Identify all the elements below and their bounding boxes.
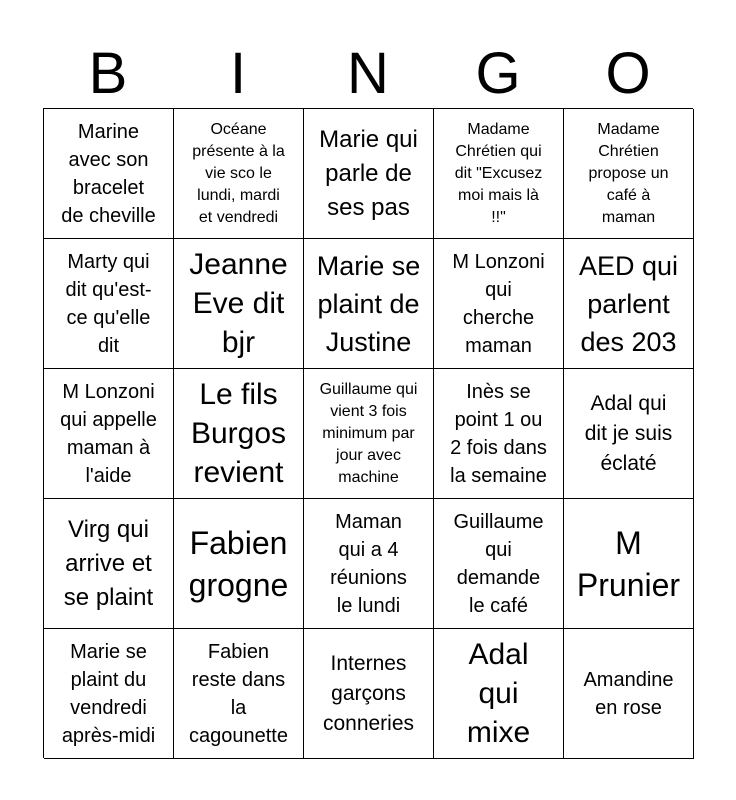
- bingo-cell[interactable]: [434, 109, 564, 239]
- bingo-cell[interactable]: [564, 499, 694, 629]
- header-letter-b: B: [88, 41, 128, 106]
- cell-text: Adal qui dit je suis éclaté: [584, 391, 673, 475]
- bingo-cell[interactable]: [44, 239, 174, 369]
- bingo-cell[interactable]: [44, 109, 174, 239]
- cell-text: M Prunier: [576, 524, 681, 603]
- bingo-cell[interactable]: [44, 369, 174, 499]
- bingo-cell[interactable]: [174, 239, 304, 369]
- bingo-cell[interactable]: [304, 369, 434, 499]
- cell-text: M Lonzoni qui appelle maman à l'aide: [60, 380, 157, 487]
- cell-text: Maman qui a 4 réunions le lundi: [330, 510, 407, 617]
- bingo-cell[interactable]: [434, 629, 564, 759]
- header-letter-o: O: [605, 41, 651, 106]
- bingo-cell[interactable]: [304, 499, 434, 629]
- cell-text: Fabien reste dans la cagounette: [189, 640, 288, 747]
- cell-text: Guillaume qui demande le café: [453, 510, 544, 617]
- bingo-cell[interactable]: [44, 499, 174, 629]
- bingo-cell[interactable]: [174, 369, 304, 499]
- cell-text: Inès se point 1 ou 2 fois dans la semaine: [450, 380, 547, 487]
- bingo-cell[interactable]: [304, 109, 434, 239]
- bingo-cell[interactable]: [434, 499, 564, 629]
- bingo-cell[interactable]: [174, 109, 304, 239]
- bingo-cell[interactable]: [174, 629, 304, 759]
- cell-text: M Lonzoni qui cherche maman: [452, 250, 545, 357]
- cell-text: Jeanne Eve dit bjr: [189, 248, 288, 359]
- cell-text: Océane présente à la vie sco le lundi, mardi et vendredi: [192, 120, 285, 226]
- cell-text: Marine avec son bracelet de cheville: [61, 120, 156, 227]
- bingo-cell[interactable]: [304, 239, 434, 369]
- cell-text: Internes garçons conneries: [322, 651, 415, 735]
- bingo-cell[interactable]: [434, 239, 564, 369]
- cell-text: Amandine en rose: [583, 668, 674, 719]
- cell-text: Guillaume qui vient 3 fois minimum par jour avec machine: [319, 380, 418, 486]
- cell-text: Adal qui mixe: [466, 638, 531, 749]
- bingo-cell[interactable]: [564, 369, 694, 499]
- cell-text: Madame Chrétien qui dit "Excusez moi mais là !!": [454, 120, 543, 226]
- bingo-cell[interactable]: [564, 629, 694, 759]
- cell-text: Fabien grogne: [188, 524, 289, 603]
- cell-text: Marie se plaint du vendredi après-midi: [61, 640, 156, 747]
- bingo-cell[interactable]: [564, 109, 694, 239]
- cell-text: Virg qui arrive et se plaint: [63, 515, 154, 611]
- cell-text: Marie qui parle de ses pas: [319, 125, 418, 221]
- cell-text: Madame Chrétien propose un café à maman: [588, 120, 669, 226]
- bingo-cell[interactable]: [304, 629, 434, 759]
- bingo-header: [43, 40, 693, 108]
- cell-text: Le fils Burgos revient: [190, 378, 287, 489]
- cell-text: Marie se plaint de Justine: [316, 250, 421, 357]
- header-letter-n: N: [347, 41, 389, 106]
- header-letter-g: G: [475, 41, 521, 106]
- bingo-cell[interactable]: [564, 239, 694, 369]
- bingo-cell[interactable]: [174, 499, 304, 629]
- header-letter-i: I: [229, 41, 247, 106]
- bingo-grid: [43, 108, 693, 758]
- bingo-cell[interactable]: [434, 369, 564, 499]
- cell-text: Marty qui dit qu'est- ce qu'elle dit: [65, 250, 152, 357]
- bingo-cell[interactable]: [44, 629, 174, 759]
- cell-text: AED qui parlent des 203: [578, 250, 679, 357]
